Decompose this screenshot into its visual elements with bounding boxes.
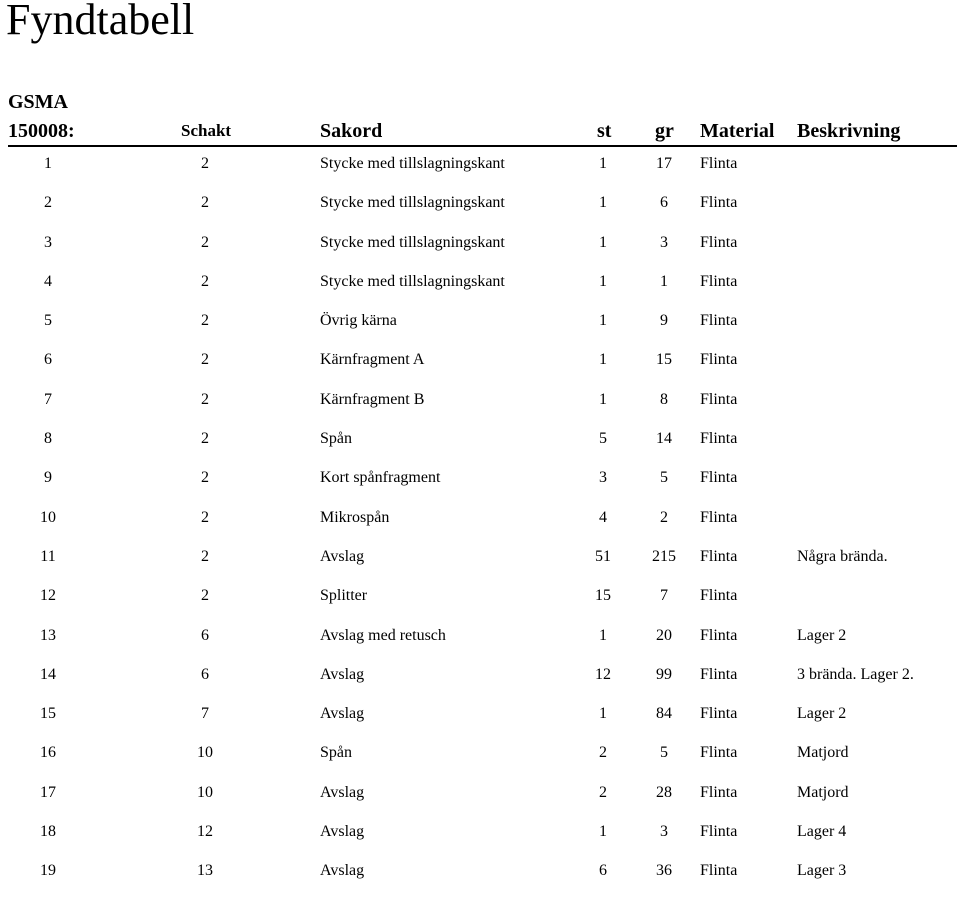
cell-sakord: Stycke med tillslagningskant (320, 272, 505, 290)
cell-material: Flinta (700, 351, 738, 369)
cell-id: 15 (40, 705, 56, 723)
cell-st: 1 (599, 155, 607, 172)
page-title: Fyndtabell (6, 0, 195, 44)
cell-st: 1 (599, 312, 607, 330)
cell-gr: 14 (656, 430, 672, 448)
cell-gr: 215 (652, 547, 676, 565)
table-row (0, 428, 960, 467)
cell-st: 4 (599, 508, 607, 526)
table-row (0, 153, 960, 192)
cell-beskrivning: Lager 2 (797, 626, 847, 644)
table-row (0, 232, 960, 271)
cell-material: Flinta (700, 862, 738, 880)
header-divider (8, 145, 957, 147)
table-row (0, 467, 960, 506)
cell-schakt: 12 (197, 823, 213, 841)
cell-gr: 5 (660, 469, 668, 487)
site-label: GSMA (8, 91, 68, 113)
cell-sakord: Kärnfragment B (320, 390, 425, 408)
cell-gr: 3 (660, 233, 668, 251)
cell-material: Flinta (700, 469, 738, 487)
header-material: Material (700, 120, 775, 142)
cell-material: Flinta (700, 430, 738, 448)
cell-material: Flinta (700, 312, 738, 330)
cell-material: Flinta (700, 783, 738, 801)
cell-sakord: Avslag (320, 783, 365, 801)
cell-id: 3 (44, 233, 52, 251)
table-row (0, 389, 960, 428)
cell-sakord: Kort spånfragment (320, 469, 441, 487)
cell-st: 51 (595, 547, 611, 565)
cell-gr: 2 (660, 508, 668, 526)
cell-material: Flinta (700, 665, 738, 683)
cell-material: Flinta (700, 744, 738, 762)
cell-schakt: 2 (201, 351, 209, 369)
cell-id: 7 (44, 390, 52, 408)
cell-id: 6 (44, 351, 52, 369)
cell-st: 5 (599, 430, 607, 448)
cell-id: 18 (40, 823, 56, 841)
cell-schakt: 2 (201, 155, 209, 172)
cell-schakt: 2 (201, 233, 209, 251)
cell-schakt: 6 (201, 665, 209, 683)
cell-st: 1 (599, 351, 607, 369)
table-row (0, 703, 960, 742)
cell-gr: 8 (660, 390, 668, 408)
cell-material: Flinta (700, 155, 738, 172)
cell-material: Flinta (700, 587, 738, 605)
cell-beskrivning: Lager 3 (797, 862, 847, 880)
table-row (0, 192, 960, 231)
table-body (0, 153, 960, 900)
cell-schakt: 2 (201, 390, 209, 408)
table-row (0, 742, 960, 781)
cell-gr: 3 (660, 823, 668, 841)
cell-schakt: 2 (201, 508, 209, 526)
cell-schakt: 13 (197, 862, 213, 880)
cell-material: Flinta (700, 233, 738, 251)
cell-gr: 7 (660, 587, 668, 605)
header-beskrivning: Beskrivning (797, 120, 901, 142)
cell-sakord: Splitter (320, 587, 368, 605)
cell-st: 1 (599, 272, 607, 290)
cell-id: 2 (44, 194, 52, 212)
cell-st: 3 (599, 469, 607, 487)
cell-beskrivning: Matjord (797, 783, 849, 801)
cell-gr: 20 (656, 626, 672, 644)
cell-sakord: Avslag (320, 705, 365, 723)
cell-id: 11 (40, 547, 56, 565)
cell-st: 1 (599, 823, 607, 841)
cell-material: Flinta (700, 508, 738, 526)
cell-id: 9 (44, 469, 52, 487)
cell-id: 10 (40, 508, 56, 526)
cell-st: 1 (599, 626, 607, 644)
header-gr: gr (655, 120, 674, 142)
cell-id: 1 (44, 155, 52, 172)
cell-beskrivning: Lager 4 (797, 823, 847, 841)
cell-st: 2 (599, 783, 607, 801)
cell-material: Flinta (700, 547, 738, 565)
cell-gr: 84 (656, 705, 672, 723)
table-row (0, 507, 960, 546)
cell-sakord: Spån (320, 430, 352, 448)
cell-schakt: 2 (201, 547, 209, 565)
table-row (0, 782, 960, 821)
cell-sakord: Stycke med tillslagningskant (320, 233, 505, 251)
cell-sakord: Avslag med retusch (320, 626, 446, 644)
cell-id: 14 (40, 665, 56, 683)
cell-material: Flinta (700, 194, 738, 212)
cell-st: 1 (599, 194, 607, 212)
cell-gr: 1 (660, 272, 668, 290)
cell-schakt: 7 (201, 705, 209, 723)
cell-sakord: Avslag (320, 862, 365, 880)
cell-material: Flinta (700, 705, 738, 723)
cell-material: Flinta (700, 272, 738, 290)
cell-st: 2 (599, 744, 607, 762)
cell-id: 13 (40, 626, 56, 644)
cell-gr: 6 (660, 194, 668, 212)
cell-st: 6 (599, 862, 607, 880)
cell-schakt: 2 (201, 469, 209, 487)
cell-id: 16 (40, 744, 56, 762)
cell-sakord: Avslag (320, 547, 365, 565)
header-id: 150008: (8, 120, 75, 142)
cell-id: 4 (44, 272, 52, 290)
cell-st: 1 (599, 390, 607, 408)
cell-schakt: 10 (197, 783, 213, 801)
cell-material: Flinta (700, 626, 738, 644)
cell-schakt: 2 (201, 587, 209, 605)
cell-schakt: 2 (201, 430, 209, 448)
table-row (0, 271, 960, 310)
cell-sakord: Mikrospån (320, 508, 390, 526)
cell-st: 15 (595, 587, 611, 605)
cell-sakord: Kärnfragment A (320, 351, 425, 369)
table-row (0, 821, 960, 860)
cell-id: 5 (44, 312, 52, 330)
header-st: st (597, 120, 612, 142)
table-row (0, 585, 960, 624)
cell-st: 1 (599, 705, 607, 723)
cell-sakord: Stycke med tillslagningskant (320, 194, 505, 212)
cell-sakord: Spån (320, 744, 352, 762)
cell-gr: 15 (656, 351, 672, 369)
cell-sakord: Stycke med tillslagningskant (320, 155, 505, 172)
cell-beskrivning: 3 brända. Lager 2. (797, 665, 914, 683)
table-header (0, 119, 960, 143)
cell-beskrivning: Några brända. (797, 547, 888, 565)
cell-sakord: Avslag (320, 823, 365, 841)
cell-schakt: 10 (197, 744, 213, 762)
header-sakord: Sakord (320, 120, 383, 142)
cell-st: 1 (599, 233, 607, 251)
table-row (0, 625, 960, 664)
table-row (0, 664, 960, 703)
header-schakt: Schakt (181, 121, 232, 140)
cell-gr: 36 (656, 862, 672, 880)
cell-id: 19 (40, 862, 56, 880)
cell-sakord: Avslag (320, 665, 365, 683)
cell-gr: 5 (660, 744, 668, 762)
cell-id: 12 (40, 587, 56, 605)
cell-gr: 17 (656, 155, 672, 172)
cell-beskrivning: Matjord (797, 744, 849, 762)
cell-material: Flinta (700, 823, 738, 841)
cell-gr: 99 (656, 665, 672, 683)
cell-beskrivning: Lager 2 (797, 705, 847, 723)
cell-id: 8 (44, 430, 52, 448)
table-row (0, 546, 960, 585)
cell-schakt: 6 (201, 626, 209, 644)
cell-schakt: 2 (201, 312, 209, 330)
cell-id: 17 (40, 783, 56, 801)
cell-sakord: Övrig kärna (320, 312, 397, 330)
table-row (0, 310, 960, 349)
table-row (0, 349, 960, 388)
cell-gr: 9 (660, 312, 668, 330)
cell-material: Flinta (700, 390, 738, 408)
cell-schakt: 2 (201, 194, 209, 212)
cell-st: 12 (595, 665, 611, 683)
cell-gr: 28 (656, 783, 672, 801)
cell-schakt: 2 (201, 272, 209, 290)
table-row (0, 860, 960, 899)
